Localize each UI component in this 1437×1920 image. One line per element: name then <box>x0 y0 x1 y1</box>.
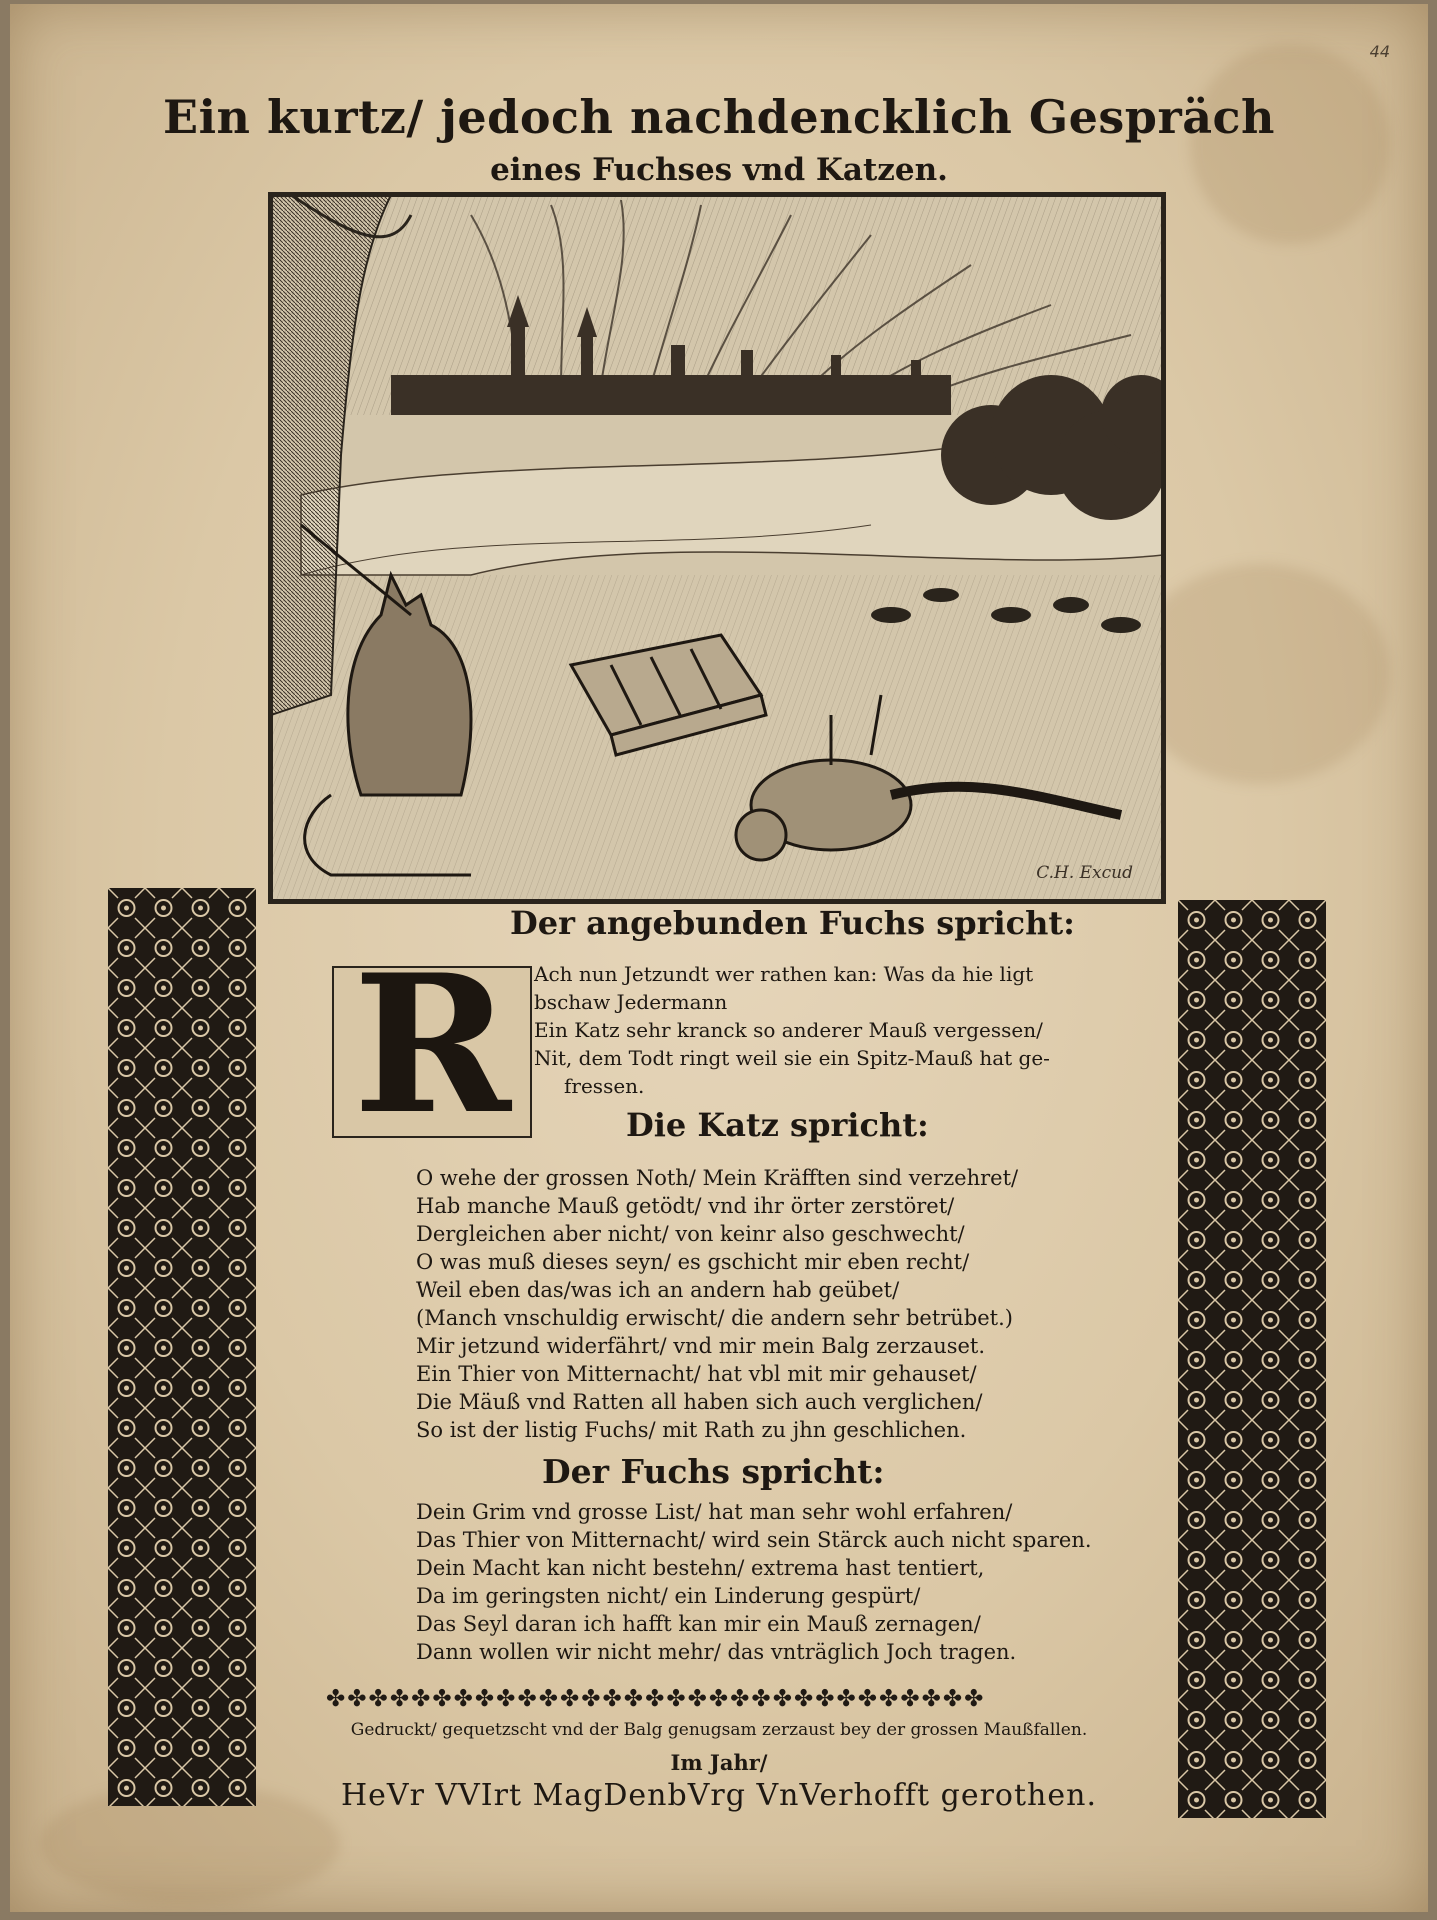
verse-line: fressen. <box>564 1074 645 1098</box>
floral-pattern <box>1178 900 1326 1818</box>
verse-line: Die Mäuß vnd Ratten all haben sich auch verglichen/ <box>416 1390 983 1414</box>
verse-line: Da im geringsten nicht/ ein Linderung gespürt/ <box>416 1584 921 1608</box>
verse-line: Dein Macht kan nicht bestehn/ extrema hast tentiert, <box>416 1556 985 1580</box>
ornament-border-right <box>1178 900 1326 1818</box>
title-line-1: Ein kurtz/ jedoch nachdencklich Gespräch <box>163 90 1275 144</box>
verse-line: Das Seyl daran ich hafft kan mir ein Mauß zernagen/ <box>416 1612 981 1636</box>
page-number: 44 <box>1369 42 1390 61</box>
water-stain <box>1130 564 1390 784</box>
verse-line: Hab manche Mauß getödt/ vnd ihr örter zerstöret/ <box>416 1194 955 1218</box>
verse-line: Das Thier von Mitternacht/ wird sein Stärck auch nicht sparen. <box>416 1528 1092 1552</box>
engraving-illustration <box>268 192 1166 904</box>
verse-fox-bound <box>534 960 1050 1100</box>
verse-line: So ist der listig Fuchs/ mit Rath zu jhn geschlichen. <box>416 1418 967 1442</box>
drop-cap-letter: R <box>353 966 511 1138</box>
imprint-line-1: Gedruckt/ gequetzscht vnd der Balg genugsam zerzaust bey der grossen Maußfallen. <box>350 1720 1088 1740</box>
ornament-divider: ✤✤✤✤✤✤✤✤✤✤✤✤✤✤✤✤✤✤✤✤✤✤✤✤✤✤✤✤✤✤✤ <box>326 1686 986 1712</box>
verse-line: Weil eben das/was ich an andern hab geübet/ <box>416 1278 900 1302</box>
floral-pattern <box>108 888 256 1806</box>
verse-line: O wehe der grossen Noth/ Mein Kräfften sind verzehret/ <box>416 1166 1019 1190</box>
verse-line: Dann wollen wir nicht mehr/ das vnträglich Joch tragen. <box>416 1640 1017 1664</box>
verse-line: Ein Katz sehr kranck so anderer Mauß vergessen/ <box>534 1018 1043 1042</box>
verse-line: (Manch vnschuldig erwischt/ die andern sehr betrübet.) <box>416 1306 1013 1330</box>
verse-line: Ein Thier von Mitternacht/ hat vbl mit mir gehauset/ <box>416 1362 977 1386</box>
verse-line: Dein Grim vnd grosse List/ hat man sehr wohl erfahren/ <box>416 1500 1013 1524</box>
engraving-image <box>271 195 1163 901</box>
verse-line: Nit, dem Todt ringt weil sie ein Spitz-Mauß hat ge- <box>534 1046 1050 1070</box>
verse-line: Mir jetzund widerfährt/ vnd mir mein Balg zerzauset. <box>416 1334 986 1358</box>
imprint-line-2: Im Jahr/ <box>670 1750 768 1775</box>
verse-cat <box>416 1164 1018 1444</box>
broadsheet-page <box>10 4 1428 1912</box>
verse-line: Ach nun Jetzundt wer rathen kan: Was da hie ligt <box>534 962 1034 986</box>
drop-cap <box>332 966 532 1138</box>
ornament-border-left <box>108 888 256 1806</box>
engraver-signature: C.H. Excud <box>1036 863 1133 883</box>
title-line-2: eines Fuchses vnd Katzen. <box>490 152 948 188</box>
verse-line: bschaw Jedermann <box>534 990 728 1014</box>
chronogram: HeVr VVIrt MagDenbVrg VnVerhofft gerothen. <box>341 1778 1097 1813</box>
verse-line: Dergleichen aber nicht/ von keinr also geschwecht/ <box>416 1222 965 1246</box>
water-stain <box>1190 44 1390 244</box>
heading-fox-bound: Der angebunden Fuchs spricht: <box>510 904 1075 942</box>
verse-fox <box>416 1498 1092 1666</box>
verse-line: O was muß dieses seyn/ es gschicht mir eben recht/ <box>416 1250 970 1274</box>
heading-cat: Die Katz spricht: <box>626 1106 929 1144</box>
heading-fox: Der Fuchs spricht: <box>542 1452 885 1491</box>
